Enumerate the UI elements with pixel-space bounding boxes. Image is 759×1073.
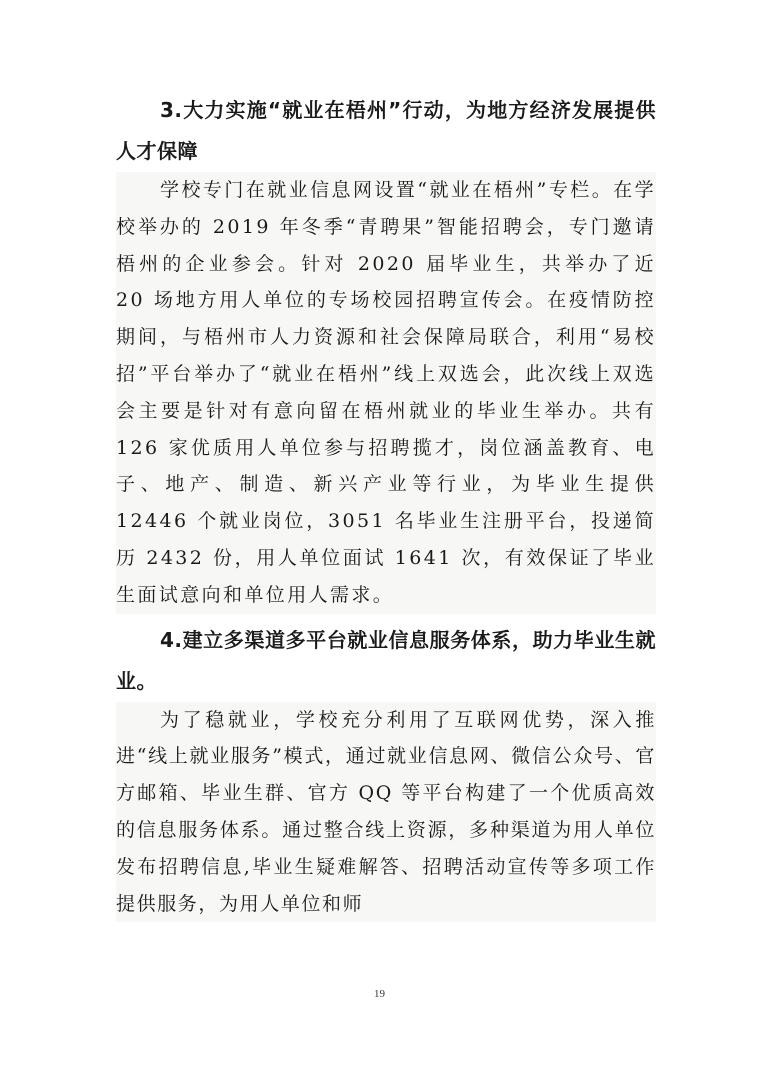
- section-heading-information-service: 4.建立多渠道多平台就业信息服务体系，助力毕业生就业。: [116, 627, 656, 693]
- page-number: 19: [374, 988, 385, 1000]
- section-heading-employment-in-wuzhou: 3.大力实施“就业在梧州”行动，为地方经济发展提供人才保障: [116, 98, 656, 163]
- document-body: [116, 90, 656, 922]
- section-paragraph-employment-in-wuzhou: 学校专门在就业信息网设置“就业在梧州”专栏。在学校举办的 2019 年冬季“青聘果”智能招聘会，专门邀请梧州的企业参会。针对 2020 届毕业生，共举办了近 20 场地方用人单位的专场校园招聘宣传会。在疫情防控期间，与梧州市人力资源和社会保障局联合，利用“易校招”平台举办了“就业在梧州”线上双选会，此次线上双选会主要是针对有意向留在梧州就业的毕业生举办。共有 126 家优质用人单位参与招聘揽才，岗位涵盖教育、电子、地产、制造、新兴产业等行业，为毕业生提供 12446 个就业岗位，3051 名毕业生注册平台，投递简历 2432 份，用人单位面试 1641 次，有效保证了毕业生面试意向和单位用人需求。: [116, 172, 656, 614]
- section-paragraph-information-service: 为了稳就业，学校充分利用了互联网优势，深入推进“线上就业服务”模式，通过就业信息网、微信公众号、官方邮箱、毕业生群、官方 QQ 等平台构建了一个优质高效的信息服务体系。通过整合线上资源，多种渠道为用人单位发布招聘信息,毕业生疑难解答、招聘活动宣传等多项工作提供服务，为用人单位和师: [116, 702, 656, 923]
